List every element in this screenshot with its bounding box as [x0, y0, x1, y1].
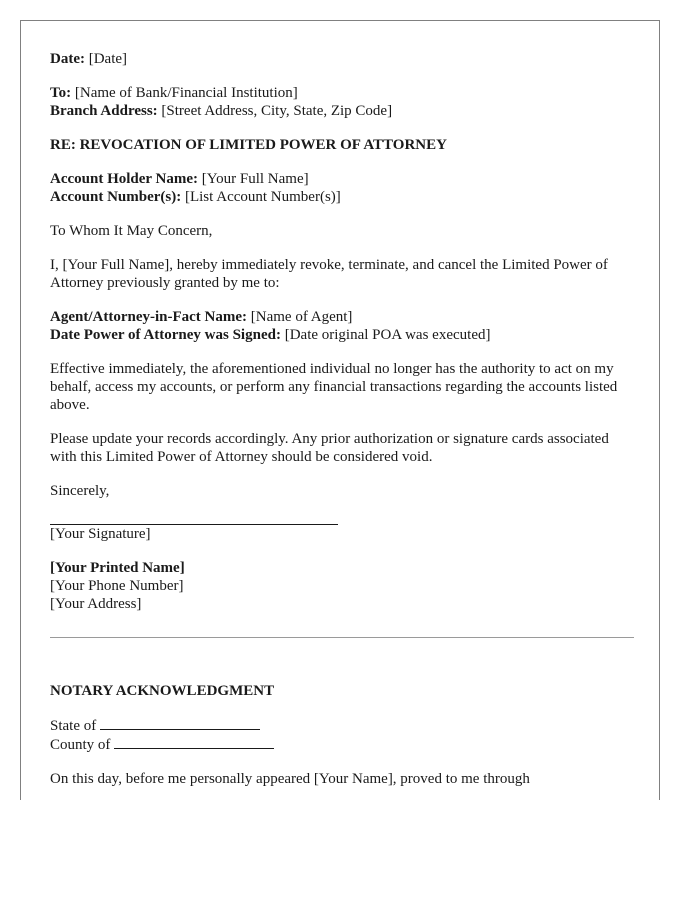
date-label: Date:	[50, 51, 85, 67]
notary-county-line	[50, 735, 635, 754]
branch-label: Branch Address:	[50, 103, 158, 119]
printed-name: [Your Printed Name]	[50, 560, 185, 576]
holder-value: [Your Full Name]	[198, 171, 309, 187]
revocation-paragraph: I, [Your Full Name], hereby immediately revoke, terminate, and cancel the Limited Power of Attorney previously granted by me to:	[50, 257, 608, 291]
subject-line	[50, 136, 635, 154]
notary-state-line	[50, 716, 635, 735]
signature-line	[50, 502, 338, 525]
date-value: [Date]	[84, 51, 128, 67]
to-label: To:	[50, 85, 72, 101]
document-page	[20, 20, 660, 800]
state-label: State of	[50, 718, 100, 734]
state-blank	[100, 716, 260, 730]
poa-signed-date-line	[50, 326, 635, 344]
branch-value: [Street Address, City, State, Zip Code]	[157, 103, 393, 119]
signed-label: Date Power of Attorney was Signed:	[50, 327, 281, 343]
section-divider	[50, 637, 634, 638]
account-holder-line	[50, 170, 635, 188]
agent-value: [Name of Agent]	[247, 309, 353, 325]
phone-number: [Your Phone Number]	[50, 578, 184, 594]
date-line	[50, 50, 635, 68]
signed-value: [Date original POA was executed]	[280, 327, 491, 343]
county-label: County of	[50, 737, 115, 753]
update-records-paragraph: Please update your records accordingly. Any prior authorization or signature cards associated with this Limited Power of Attorney should be considered void.	[50, 431, 609, 465]
notary-paragraph: On this day, before me personally appeared [Your Name], proved to me through	[50, 771, 530, 787]
notary-heading-text: NOTARY ACKNOWLEDGMENT	[50, 683, 275, 699]
branch-address-line	[50, 102, 635, 120]
effect-paragraph: Effective immediately, the aforementioned individual no longer has the authority to act on my behalf, access my accounts, or perform any financial transactions regarding the accounts listed above.	[50, 361, 618, 413]
agent-label: Agent/Attorney-in-Fact Name:	[50, 309, 248, 325]
account-label: Account Number(s):	[50, 189, 182, 205]
closing: Sincerely,	[50, 483, 110, 499]
agent-line	[50, 308, 635, 326]
account-value: [List Account Number(s)]	[181, 189, 341, 205]
to-value: [Name of Bank/Financial Institution]	[71, 85, 298, 101]
holder-label: Account Holder Name:	[50, 171, 199, 187]
address: [Your Address]	[50, 596, 142, 612]
account-number-line	[50, 188, 635, 206]
letter-body	[50, 50, 635, 800]
signature-caption: [Your Signature]	[50, 526, 151, 542]
notary-heading	[50, 682, 635, 700]
recipient-line	[50, 84, 635, 102]
subject-text: RE: REVOCATION OF LIMITED POWER OF ATTORNEY	[50, 137, 447, 153]
county-blank	[114, 735, 274, 749]
salutation: To Whom It May Concern,	[50, 223, 213, 239]
